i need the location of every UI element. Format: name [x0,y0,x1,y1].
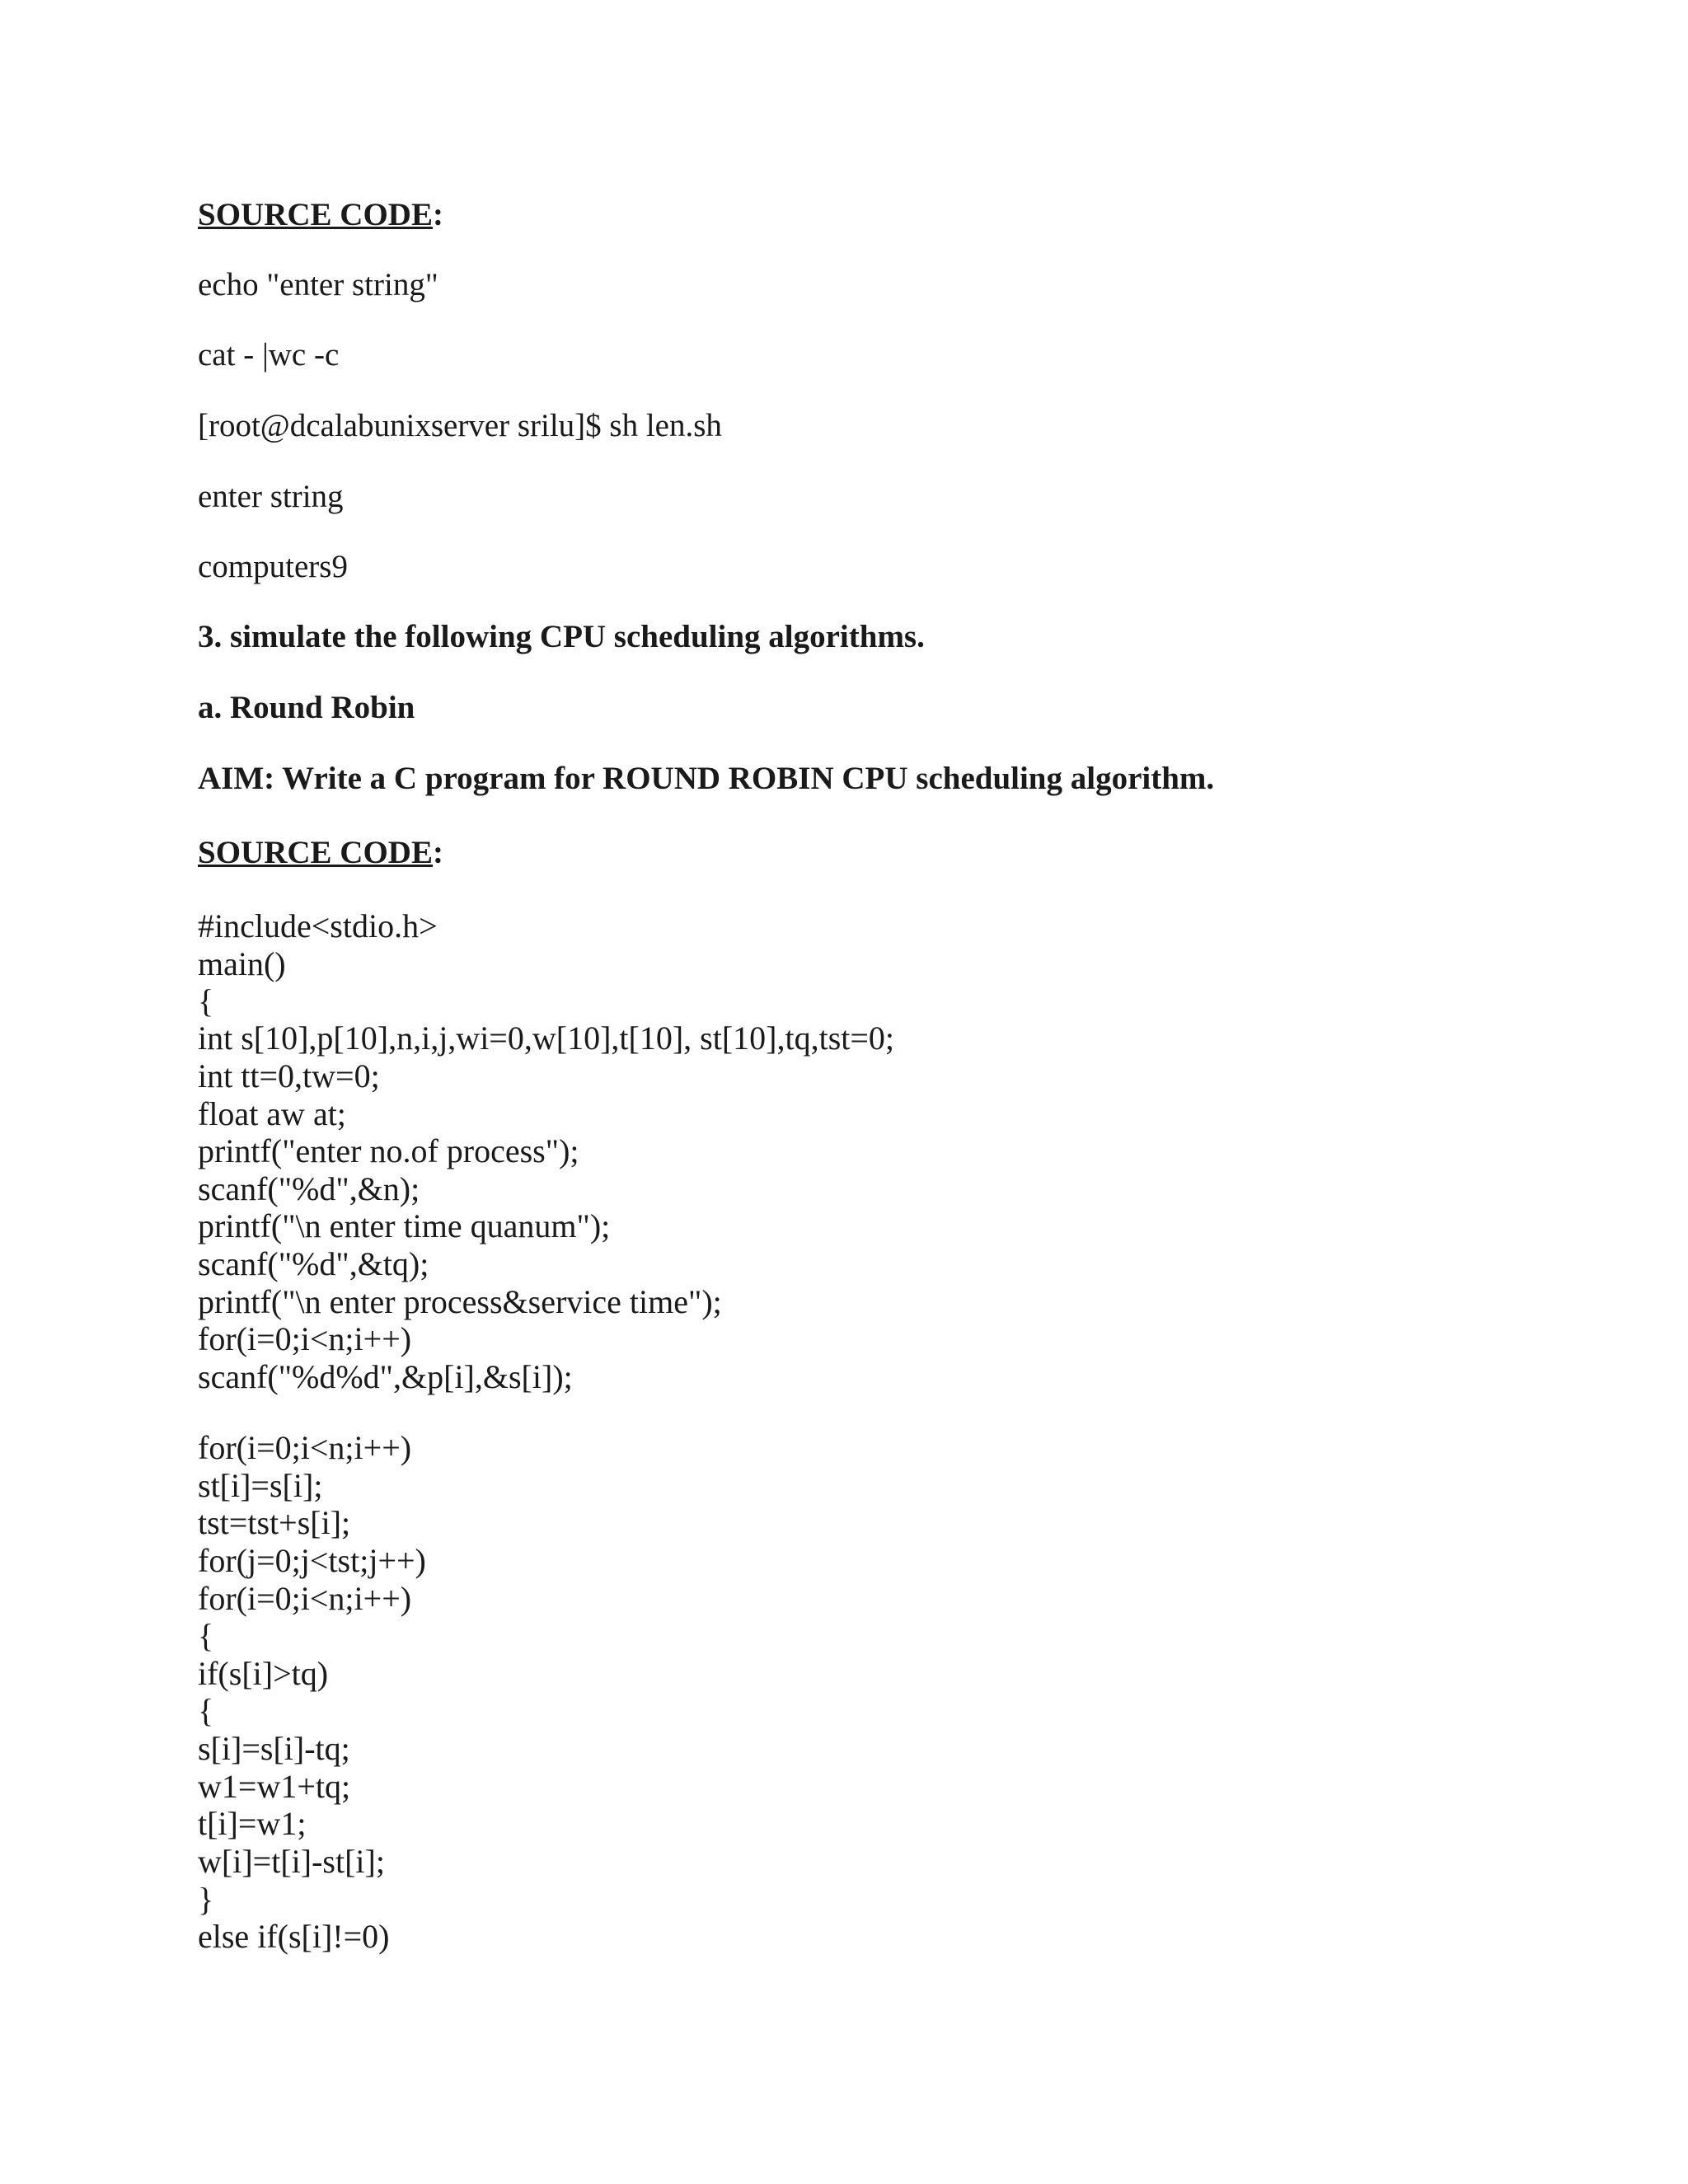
code-line: s[i]=s[i]-tq; [198,1730,350,1767]
code-line: w1=w1+tq; [198,1768,351,1805]
code-line: float aw at; [198,1095,346,1132]
code-line: t[i]=w1; [198,1805,307,1842]
code-line: int tt=0,tw=0; [198,1057,380,1094]
code-line: scanf("%d%d",&p[i],&s[i]); [198,1358,573,1395]
code-line: { [198,1617,214,1654]
script-line-5: computers9 [198,549,348,584]
section-heading-2-text: SOURCE CODE [198,835,433,870]
section-heading-1-text: SOURCE CODE [198,197,433,232]
section-heading-1 [198,196,443,234]
code-line: printf("\n enter process&service time"); [198,1283,722,1320]
code-line: #include<stdio.h> [198,907,438,944]
code-line: scanf("%d",&tq); [198,1245,429,1282]
script-line-2: cat - |wc -c [198,337,340,373]
code-line: if(s[i]>tq) [198,1655,329,1692]
code-line: { [198,1692,214,1729]
code-line: for(i=0;i<n;i++) [198,1429,412,1466]
code-line: printf("\n enter time quanum"); [198,1207,611,1244]
section-heading-2-colon: : [432,835,443,870]
code-line: { [198,982,214,1019]
section-heading-2 [198,834,443,872]
code-line: int s[10],p[10],n,i,j,wi=0,w[10],t[10], st[10],tq,tst=0; [198,1019,895,1057]
code-line: for(i=0;i<n;i++) [198,1580,412,1617]
script-line-3: [root@dcalabunixserver srilu]$ sh len.sh [198,408,722,443]
question-subtitle: a. Round Robin [198,690,415,725]
code-line: else if(s[i]!=0) [198,1918,390,1955]
aim-statement: AIM: Write a C program for ROUND ROBIN CPU scheduling algorithm. [198,761,1215,796]
code-line: } [198,1881,214,1918]
script-line-4: enter string [198,479,344,514]
section-heading-1-colon: : [432,197,443,232]
code-line: main() [198,945,286,982]
code-line: tst=tst+s[i]; [198,1504,351,1541]
question-title: 3. simulate the following CPU scheduling algorithms. [198,619,925,654]
code-line: st[i]=s[i]; [198,1467,323,1504]
code-line: printf("enter no.of process"); [198,1132,579,1169]
code-line: scanf("%d",&n); [198,1170,420,1207]
code-line: for(j=0;j<tst;j++) [198,1542,426,1579]
script-line-1: echo "enter string" [198,267,438,302]
code-line: w[i]=t[i]-st[i]; [198,1843,385,1880]
code-line: for(i=0;i<n;i++) [198,1320,412,1357]
